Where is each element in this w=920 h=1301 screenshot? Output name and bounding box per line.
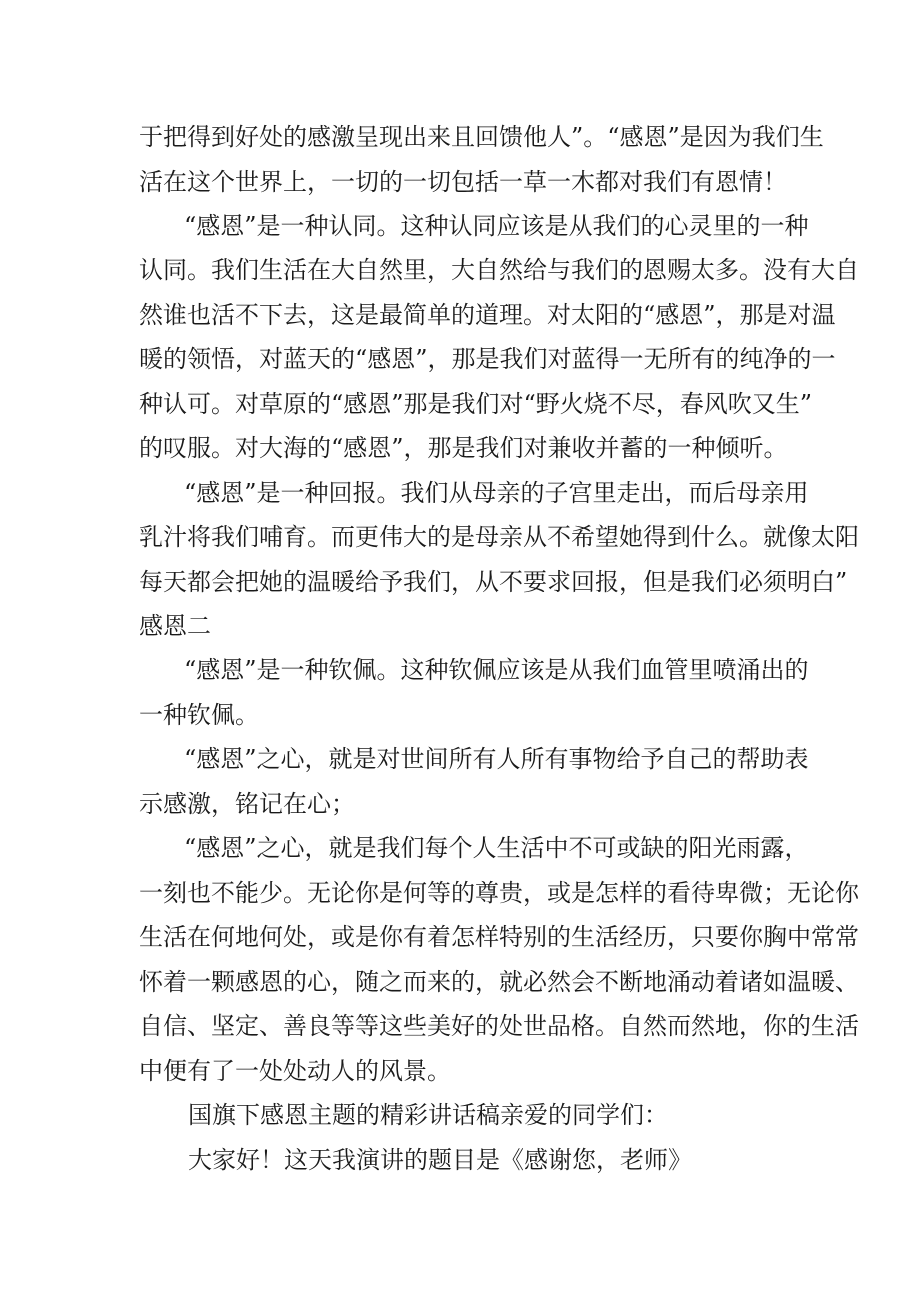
text-line: 然谁也活不下去，这是最简单的道理。对太阳的“感恩”，那是对温 <box>139 301 836 329</box>
text-line: 大家好！这天我演讲的题目是《感谢您，老师》 <box>188 1146 692 1174</box>
text-line: 中便有了一处处动人的风景。 <box>139 1057 451 1085</box>
text-line: “感恩”是一种回报。我们从母亲的子宫里走出，而后母亲用 <box>184 479 809 507</box>
text-line: 怀着一颗感恩的心，随之而来的，就必然会不断地涌动着诸如温暖、 <box>139 968 859 996</box>
text-line: 感恩二 <box>139 612 211 640</box>
text-line: 乳汁将我们哺育。而更伟大的是母亲从不希望她得到什么。就像太阳 <box>139 523 859 551</box>
text-line: 一种钦佩。 <box>139 701 259 729</box>
text-line: 一刻也不能少。无论你是何等的尊贵，或是怎样的看待卑微；无论你 <box>139 879 859 907</box>
text-line: 每天都会把她的温暖给予我们，从不要求回报，但是我们必须明白” <box>139 568 848 596</box>
text-line: 示感激，铭记在心； <box>139 790 355 818</box>
text-line: 种认可。对草原的“感恩”那是我们对“野火烧不尽，春风吹又生” <box>139 390 813 418</box>
text-line: “感恩”是一种认同。这种认同应该是从我们的心灵里的一种 <box>184 212 809 240</box>
text-line: 暖的领悟，对蓝天的“感恩”，那是我们对蓝得一无所有的纯净的一 <box>139 345 836 373</box>
text-line: 国旗下感恩主题的精彩讲话稿亲爱的同学们： <box>188 1101 668 1129</box>
text-line: 自信、坚定、善良等等这些美好的处世品格。自然而然地，你的生活 <box>139 1012 859 1040</box>
text-line: 于把得到好处的感激呈现出来且回馈他人”。“感恩”是因为我们生 <box>139 123 824 151</box>
text-line: 生活在何地何处，或是你有着怎样特别的生活经历，只要你胸中常常 <box>139 923 859 951</box>
text-line: 活在这个世界上，一切的一切包括一草一木都对我们有恩情！ <box>139 168 787 196</box>
text-line: “感恩”是一种钦佩。这种钦佩应该是从我们血管里喷涌出的 <box>184 656 809 684</box>
text-line: “感恩”之心，就是对世间所有人所有事物给予自己的帮助表 <box>184 745 809 773</box>
text-line: “感恩”之心，就是我们每个人生活中不可或缺的阳光雨露， <box>184 834 809 862</box>
text-line: 认同。我们生活在大自然里，大自然给与我们的恩赐太多。没有大自 <box>139 256 859 284</box>
text-line: 的叹服。对大海的“感恩”，那是我们对兼收并蓄的一种倾听。 <box>139 434 788 462</box>
